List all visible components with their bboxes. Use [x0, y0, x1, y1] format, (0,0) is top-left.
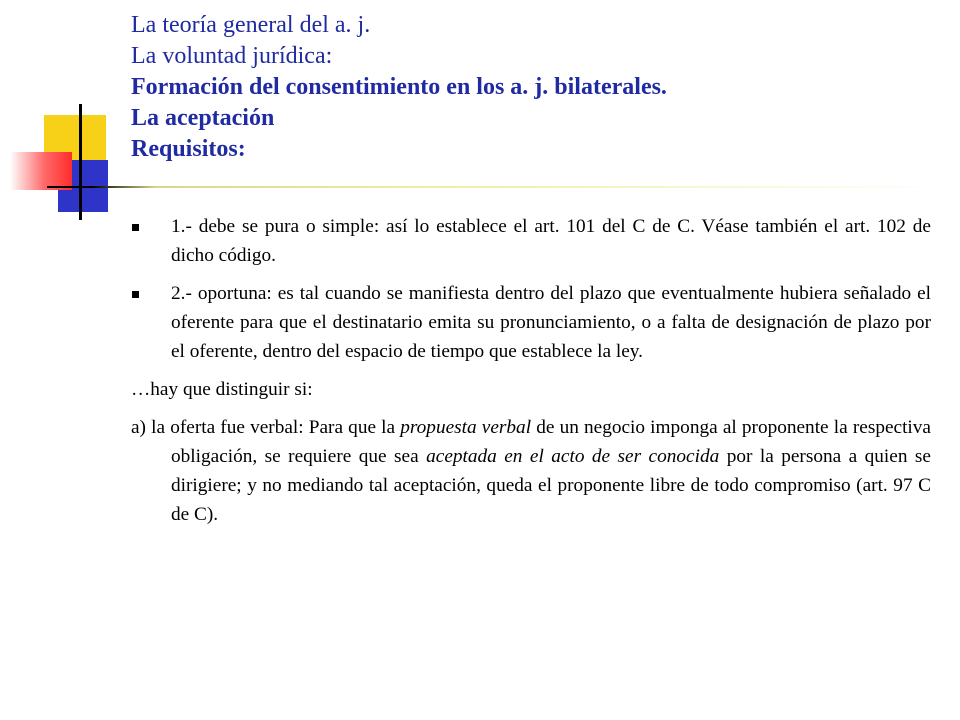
bullet-item-1 [131, 212, 931, 270]
slide-body [131, 212, 931, 529]
item-a-italic-1: propuesta verbal [400, 417, 532, 438]
title-line-1: La teoría general del a. j. [131, 12, 371, 38]
square-bullet-icon [132, 291, 139, 298]
item-a-text-1: a) la oferta fue verbal: Para que la [131, 417, 401, 438]
item-a-text-2: de un negocio imponga al proponente la respectiva obligación, se requiere que sea [171, 417, 931, 467]
square-bullet-icon [132, 224, 139, 231]
bullet-text-2: 2.- oportuna: es tal cuando se manifiesta dentro del plazo que eventualmente hubiera señalado el oferente para que el destinatario emita su pronunciamiento, o a falta de designación de plazo por el oferente, dentro del espacio de tiempo que establece la ley. [171, 283, 931, 362]
decor-vertical-line [79, 104, 82, 220]
slide-title [131, 10, 931, 165]
bullet-item-2 [131, 279, 931, 366]
title-line-4: La aceptación [131, 105, 275, 131]
bullet-text-1: 1.- debe se pura o simple: así lo establece el art. 101 del C de C. Véase también el art. 102 de dicho código. [171, 216, 931, 266]
distinguish-line: …hay que distinguir si: [131, 379, 313, 400]
title-line-3: Formación del consentimiento en los a. j. bilaterales. [131, 74, 667, 100]
item-a-text-3: por la persona a quien se dirigiere; y no mediando tal aceptación, queda el proponente libre de todo compromiso (art. 97 C de C). [171, 446, 931, 525]
item-a-paragraph [131, 413, 931, 529]
title-line-2: La voluntad jurídica: [131, 43, 333, 69]
decor-horizontal-line [47, 186, 950, 188]
title-line-5: Requisitos: [131, 136, 246, 162]
decor-red-square [10, 152, 72, 190]
item-a-italic-2: aceptada en el acto de ser conocida [426, 446, 720, 467]
